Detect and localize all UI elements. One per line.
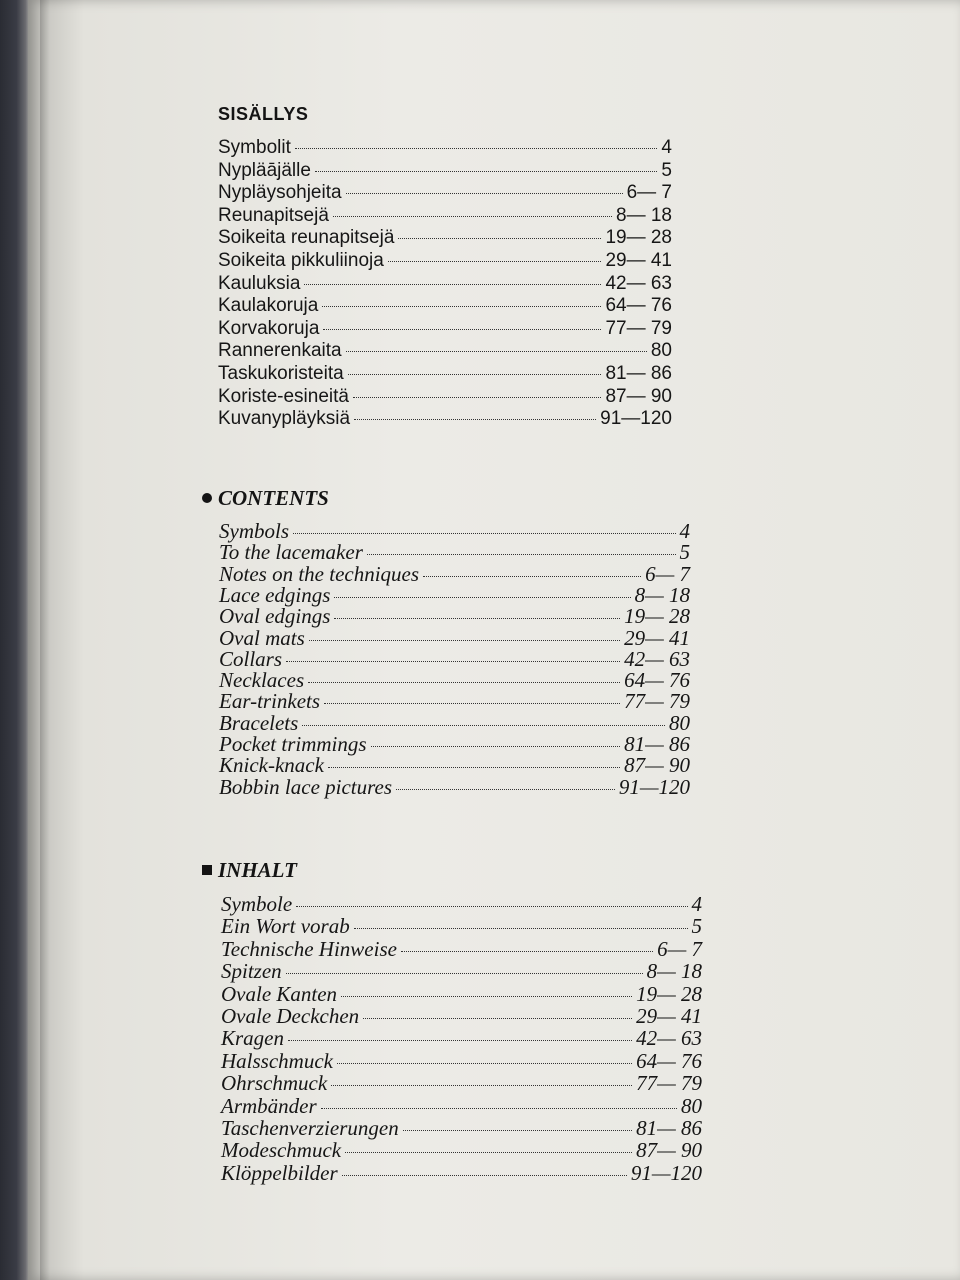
toc-entry-pages: 81— 86 bbox=[605, 363, 672, 384]
toc-entry-pages: 19— 28 bbox=[636, 981, 702, 1006]
toc-entry-pages: 87— 90 bbox=[636, 1138, 702, 1163]
toc-entry-label: Oval mats bbox=[219, 625, 305, 650]
toc-entry-pages: 5 bbox=[679, 540, 690, 565]
dot-leader bbox=[348, 374, 602, 375]
toc-entry-pages: 5 bbox=[661, 159, 672, 181]
dot-leader bbox=[337, 1063, 632, 1064]
toc-entry-pages: 29— 41 bbox=[624, 625, 690, 650]
toc-entry-pages: 42— 63 bbox=[605, 272, 672, 294]
toc-entry-label: Modeschmuck bbox=[221, 1138, 342, 1163]
dot-leader bbox=[321, 1108, 677, 1109]
toc-entry bbox=[218, 137, 672, 159]
dot-leader bbox=[334, 618, 620, 619]
toc-entry bbox=[218, 363, 672, 385]
toc-entry-label: Ein Wort vorab bbox=[221, 914, 350, 939]
toc-entry bbox=[221, 1049, 702, 1074]
book-cover-edge bbox=[0, 0, 30, 1280]
toc-entry-label: Bobbin lace pictures bbox=[219, 774, 393, 799]
toc-entry bbox=[221, 937, 702, 962]
section-title-text: INHALT bbox=[218, 858, 297, 882]
toc-entry-pages: 19— 28 bbox=[605, 227, 672, 249]
toc-entry-label: Korvakoruja bbox=[218, 317, 320, 339]
dot-leader bbox=[331, 1085, 632, 1086]
toc-entry bbox=[221, 1138, 702, 1163]
toc-entry-label: Ohrschmuck bbox=[221, 1071, 328, 1096]
toc-entry-label: Spitzen bbox=[221, 959, 282, 984]
toc-entry bbox=[221, 982, 702, 1007]
toc-entry-pages: 80 bbox=[681, 1093, 702, 1118]
toc-entry bbox=[218, 386, 672, 408]
toc-entry-label: Symbole bbox=[221, 892, 293, 916]
toc-entry-pages: 8— 18 bbox=[616, 204, 672, 226]
toc-entry-pages: 29— 41 bbox=[605, 250, 672, 271]
toc-entry-label: Notes on the techniques bbox=[219, 561, 420, 586]
toc-entry bbox=[221, 1071, 702, 1096]
dot-leader bbox=[342, 1175, 627, 1176]
toc-entry-label: Armbänder bbox=[221, 1093, 317, 1118]
toc-entry-pages: 77— 79 bbox=[624, 689, 690, 714]
toc-entry-label: Kuvanypläyksiä bbox=[218, 408, 351, 430]
toc-entry-pages: 8— 18 bbox=[646, 959, 702, 984]
toc-entry-pages: 29— 41 bbox=[636, 1004, 702, 1028]
dot-leader bbox=[315, 171, 657, 172]
dot-leader bbox=[295, 148, 658, 149]
dot-leader bbox=[334, 597, 630, 598]
toc-entry-pages: 81— 86 bbox=[624, 732, 690, 756]
section-title bbox=[218, 104, 308, 125]
toc-entry-label: Taskukoristeita bbox=[218, 363, 344, 384]
dot-leader bbox=[398, 238, 601, 239]
toc-entry-pages: 77— 79 bbox=[636, 1071, 702, 1096]
toc-entry-pages: 91—120 bbox=[630, 1160, 702, 1185]
circle-bullet-icon bbox=[202, 493, 212, 503]
toc-entry-pages: 64— 76 bbox=[636, 1048, 702, 1073]
section-title-text: CONTENTS bbox=[218, 486, 329, 510]
toc-entry-label: Oval edgings bbox=[219, 604, 331, 629]
dot-leader bbox=[363, 1018, 632, 1019]
dot-leader bbox=[341, 996, 632, 997]
toc-entry-label: Reunapitsejä bbox=[218, 204, 329, 226]
toc-entry-pages: 77— 79 bbox=[605, 317, 672, 339]
dot-leader bbox=[324, 703, 620, 704]
toc-entry-pages: 64— 76 bbox=[624, 668, 690, 693]
toc-entry-label: Symbolit bbox=[218, 137, 291, 158]
toc-entry bbox=[218, 295, 672, 317]
dot-leader bbox=[353, 397, 602, 398]
toc-entry-pages: 8— 18 bbox=[634, 582, 690, 607]
toc-entry-pages: 87— 90 bbox=[605, 385, 672, 407]
toc-entry-label: Koriste-esineitä bbox=[218, 385, 349, 407]
dot-leader bbox=[346, 193, 623, 194]
toc-entry bbox=[218, 408, 672, 430]
toc-entry-pages: 4 bbox=[679, 519, 690, 543]
dot-leader bbox=[346, 351, 647, 352]
toc-entry-label: Taschenverzierungen bbox=[221, 1116, 399, 1140]
dot-leader bbox=[403, 1130, 632, 1131]
toc-entry-label: Ear-trinkets bbox=[219, 689, 321, 714]
dot-leader bbox=[328, 767, 620, 768]
dot-leader bbox=[323, 329, 601, 330]
page-gutter-shadow bbox=[40, 0, 50, 1280]
dot-leader bbox=[286, 661, 620, 662]
toc-entry bbox=[218, 160, 672, 182]
toc-entry bbox=[221, 914, 702, 939]
dot-leader bbox=[333, 216, 612, 217]
toc-entry-label: Kaulakoruja bbox=[218, 295, 319, 317]
toc-entry-label: Soikeita pikkuliinoja bbox=[218, 250, 384, 271]
toc-entry-pages: 64— 76 bbox=[605, 295, 672, 317]
toc-entry-label: Pocket trimmings bbox=[219, 732, 367, 756]
toc-entry-pages: 81— 86 bbox=[636, 1116, 702, 1140]
toc-entry bbox=[221, 1094, 702, 1119]
dot-leader bbox=[388, 261, 602, 262]
toc-entry-label: Bracelets bbox=[219, 710, 299, 735]
toc-entry-label: Necklaces bbox=[219, 668, 305, 693]
toc-entry bbox=[218, 227, 672, 249]
dot-leader bbox=[309, 640, 620, 641]
toc-entry-label: Lace edgings bbox=[219, 582, 331, 607]
dot-leader bbox=[401, 951, 653, 952]
toc-entry-label: Ovale Kanten bbox=[221, 981, 338, 1006]
dot-leader bbox=[396, 789, 615, 790]
toc-entry-label: Halsschmuck bbox=[221, 1048, 333, 1073]
toc-entry-pages: 91—120 bbox=[600, 408, 672, 430]
toc-entry bbox=[221, 1026, 702, 1051]
dot-leader bbox=[288, 1040, 632, 1041]
toc-entry-pages: 42— 63 bbox=[636, 1026, 702, 1051]
dot-leader bbox=[371, 746, 621, 747]
square-bullet-icon bbox=[202, 865, 212, 875]
dot-leader bbox=[308, 682, 620, 683]
toc-entry-label: Nypläysohjeita bbox=[218, 182, 342, 204]
toc-entry-label: Symbols bbox=[219, 519, 289, 543]
toc-entry-pages: 6— 7 bbox=[626, 182, 672, 204]
toc-entry bbox=[219, 775, 690, 800]
toc-entry-label: Soikeita reunapitsejä bbox=[218, 227, 395, 249]
toc-entry-pages: 91—120 bbox=[618, 774, 690, 799]
dot-leader bbox=[322, 306, 601, 307]
dot-leader bbox=[296, 906, 687, 907]
dot-leader bbox=[367, 554, 676, 555]
toc-entry-label: Technische Hinweise bbox=[221, 936, 397, 961]
toc-entry-label: Nypläājälle bbox=[218, 159, 311, 181]
toc-entry-label: Ovale Deckchen bbox=[221, 1004, 360, 1028]
toc-entry bbox=[221, 1116, 702, 1141]
toc-entry-pages: 4 bbox=[661, 137, 672, 158]
toc-entry-pages: 42— 63 bbox=[624, 646, 690, 671]
toc-entry bbox=[221, 892, 702, 917]
toc-entry-pages: 5 bbox=[691, 914, 702, 939]
toc-entry-pages: 6— 7 bbox=[657, 936, 702, 961]
dot-leader bbox=[345, 1152, 632, 1153]
section-title bbox=[202, 486, 329, 511]
dot-leader bbox=[423, 576, 641, 577]
toc-entry bbox=[221, 959, 702, 984]
dot-leader bbox=[293, 533, 676, 534]
toc-entry bbox=[218, 273, 672, 295]
toc-entry bbox=[218, 205, 672, 227]
toc-entry-pages: 6— 7 bbox=[645, 561, 690, 586]
section-title-text: SISÄLLYS bbox=[218, 104, 309, 124]
dot-leader bbox=[354, 419, 596, 420]
toc-entry-pages: 87— 90 bbox=[624, 753, 690, 778]
toc-entry-label: Collars bbox=[219, 646, 283, 671]
toc-entry-label: Rannerenkaita bbox=[218, 340, 342, 362]
toc-entry-label: Kragen bbox=[221, 1026, 284, 1051]
toc-entry bbox=[218, 250, 672, 272]
toc-entry-label: To the lacemaker bbox=[219, 540, 363, 565]
dot-leader bbox=[354, 928, 688, 929]
toc-entry-label: Knick-knack bbox=[219, 753, 324, 778]
toc-entry-label: Kauluksia bbox=[218, 272, 301, 294]
toc-entry bbox=[218, 340, 672, 362]
toc-entry bbox=[221, 1004, 702, 1029]
toc-entry bbox=[218, 182, 672, 204]
dot-leader bbox=[304, 284, 601, 285]
toc-entry-pages: 80 bbox=[650, 340, 672, 362]
toc-entry-pages: 4 bbox=[691, 892, 702, 916]
section-title bbox=[202, 858, 297, 883]
toc-entry-pages: 80 bbox=[669, 710, 690, 735]
dot-leader bbox=[286, 973, 643, 974]
dot-leader bbox=[302, 725, 665, 726]
toc-entry bbox=[218, 318, 672, 340]
toc-entry bbox=[221, 1161, 702, 1186]
toc-entry-label: Klöppelbilder bbox=[221, 1160, 338, 1185]
toc-entry-pages: 19— 28 bbox=[624, 604, 690, 629]
